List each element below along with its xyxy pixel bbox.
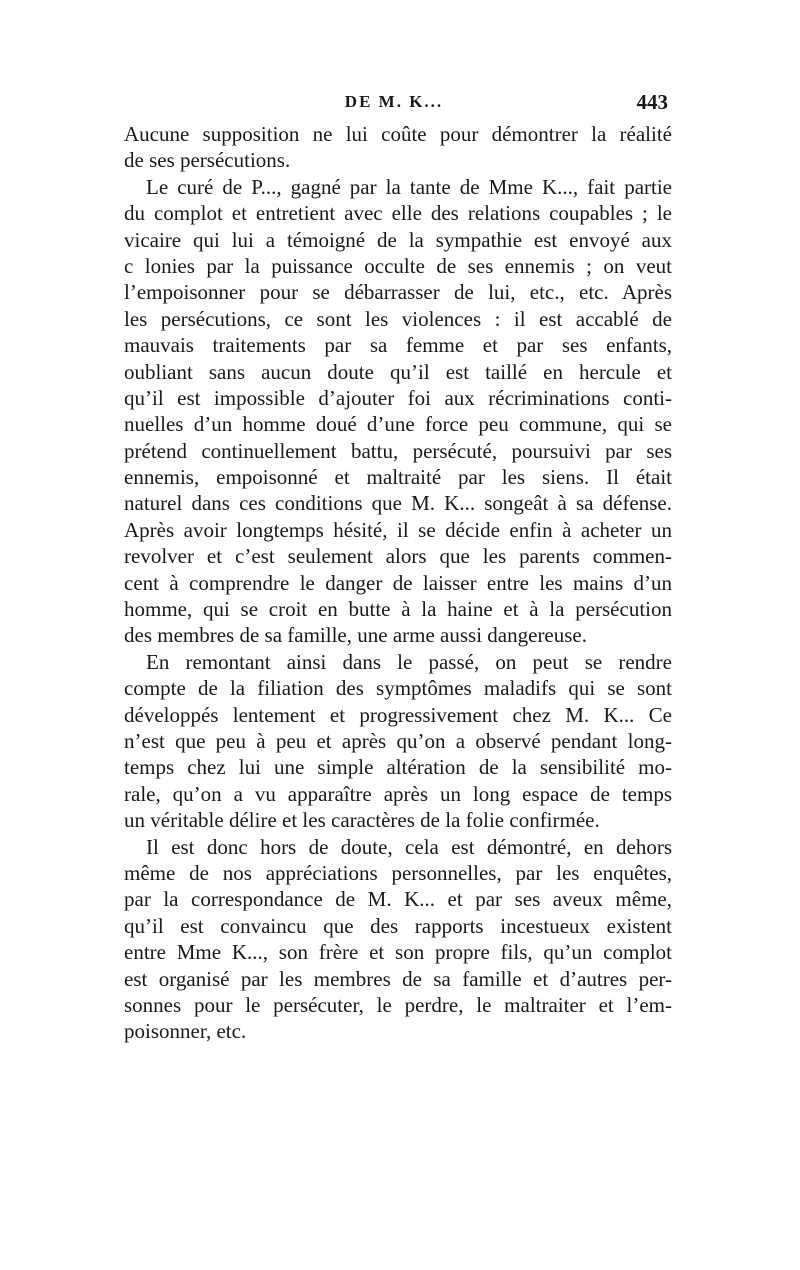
text-line: oubliant sans aucun doute qu’il est taillé en hercule et <box>124 359 672 384</box>
text-line: prétend continuellement battu, persécuté, poursuivi par ses <box>124 438 672 463</box>
text-line: l’empoisonner pour se débarrasser de lui, etc., etc. Après <box>124 280 672 305</box>
text-line: un véritable délire et les caractères de la folie confirmée. <box>124 808 600 833</box>
text-line: Le curé de P..., gagné par la tante de Mme K..., fait partie <box>146 174 672 199</box>
text-line: nuelles d’un homme doué d’une force peu commune, qui se <box>124 412 672 437</box>
text-line: est organisé par les membres de sa famille et d’autres per- <box>124 966 672 991</box>
text-line: qu’il est impossible d’ajouter foi aux récriminations conti- <box>124 385 672 410</box>
text-line: temps chez lui une simple altération de la sensibilité mo- <box>124 755 672 780</box>
text-line: compte de la filiation des symptômes maladifs qui se sont <box>124 676 672 701</box>
text-line: vicaire qui lui a témoigné de la sympathie est envoyé aux <box>124 227 672 252</box>
text-line: Aucune supposition ne lui coûte pour démontrer la réalité <box>124 122 672 146</box>
text-line: cent à comprendre le danger de laisser entre les mains d’un <box>124 570 672 595</box>
text-line: naturel dans ces conditions que M. K... songeât à sa défense. <box>124 491 672 516</box>
text-line: entre Mme K..., son frère et son propre fils, qu’un complot <box>124 940 672 965</box>
text-line: Après avoir longtemps hésité, il se décide enfin à acheter un <box>124 517 672 542</box>
text-line: qu’il est convaincu que des rapports incestueux existent <box>124 913 672 938</box>
text-line: les persécutions, ce sont les violences : il est accablé de <box>124 306 672 331</box>
text-line: revolver et c’est seulement alors que les parents commen- <box>124 544 672 569</box>
text-line: sonnes pour le persécuter, le perdre, le maltraiter et l’em- <box>124 992 672 1017</box>
text-line: même de nos appréciations personnelles, par les enquêtes, <box>124 860 672 885</box>
body-text <box>124 121 672 1045</box>
text-line: rale, qu’on a vu apparaître après un long espace de temps <box>124 781 672 806</box>
page-number: 443 <box>636 90 668 114</box>
text-line: des membres de sa famille, une arme aussi dangereuse. <box>124 623 587 648</box>
text-line: par la correspondance de M. K... et par ses aveux même, <box>124 887 672 912</box>
text-line: de ses persécutions. <box>124 148 291 173</box>
text-line: c lonies par la puissance occulte de ses ennemis ; on veut <box>124 253 672 278</box>
running-head <box>120 92 668 116</box>
text-line: du complot et entretient avec elle des relations coupables ; le <box>124 201 672 226</box>
text-line: Il est donc hors de doute, cela est démontré, en dehors <box>146 834 672 859</box>
text-line: homme, qui se croit en butte à la haine et à la persécution <box>124 597 672 622</box>
text-line: mauvais traitements par sa femme et par ses enfants, <box>124 333 672 358</box>
text-line: En remontant ainsi dans le passé, on peut se rendre <box>146 649 672 674</box>
running-title: DE M. K... <box>344 92 444 111</box>
text-line: poisonner, etc. <box>124 1019 247 1044</box>
text-line: ennemis, empoisonné et maltraité par les siens. Il était <box>124 465 672 490</box>
text-line: n’est que peu à peu et après qu’on a observé pendant long- <box>124 728 672 753</box>
text-line: développés lentement et progressivement chez M. K... Ce <box>124 702 672 727</box>
